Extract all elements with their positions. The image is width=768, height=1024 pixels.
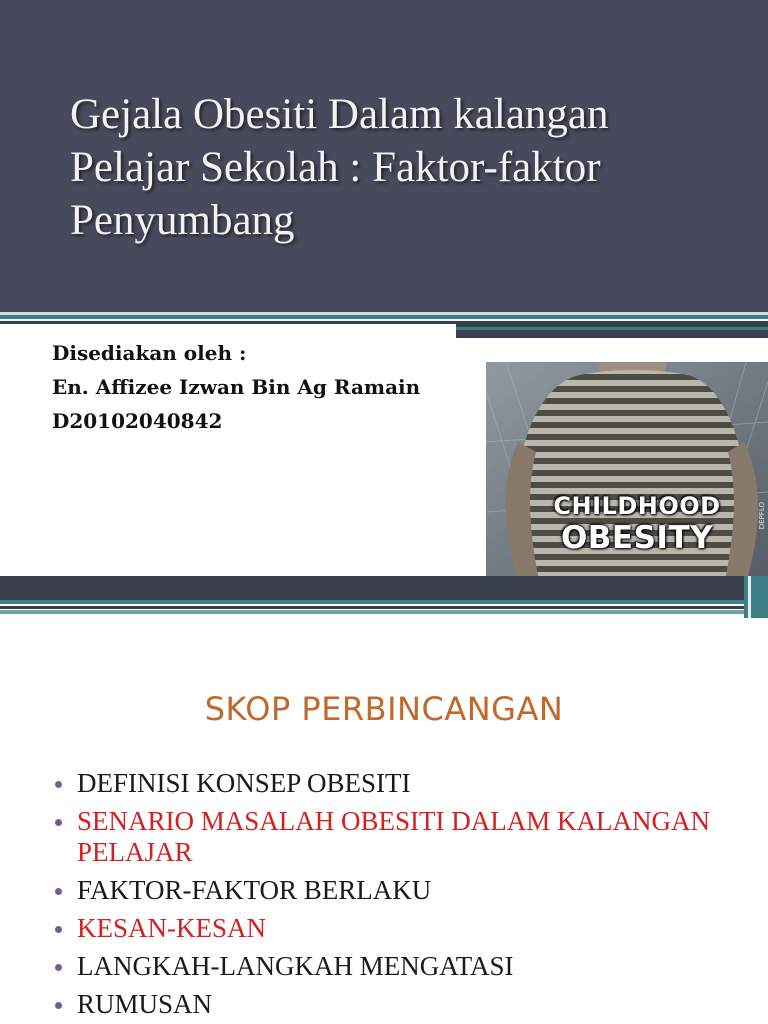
top-accent-stripes (0, 312, 768, 338)
list-item-text: RUMUSAN (77, 989, 213, 1019)
bullet-icon (55, 1002, 62, 1009)
list-item (55, 989, 755, 1020)
scope-slide (0, 640, 768, 1024)
topic-list (55, 768, 755, 1024)
title-band (0, 0, 768, 312)
bullet-icon (55, 819, 62, 826)
photo-credit: DEPFLO (758, 502, 766, 530)
title-line-1: Gejala Obesiti Dalam kalangan (70, 91, 609, 138)
list-item-text: SENARIO MASALAH OBESITI DALAM KALANGAN PELAJAR (77, 806, 710, 867)
byline-id: D20102040842 (52, 409, 223, 433)
childhood-obesity-photo (486, 362, 768, 576)
bullet-icon (55, 888, 62, 895)
list-item-text: LANGKAH-LANGKAH MENGATASI (77, 951, 514, 981)
byline-label: Disediakan oleh : (52, 341, 247, 365)
bullet-icon (55, 926, 62, 933)
bottom-accent-stripes (0, 576, 768, 618)
bullet-icon (55, 964, 62, 971)
list-item (55, 951, 755, 982)
list-item-text: KESAN-KESAN (77, 913, 266, 943)
list-item (55, 806, 755, 868)
list-item (55, 768, 755, 799)
photo-caption-line-2: OBESITY (560, 520, 714, 556)
list-item (55, 913, 755, 944)
slide-title (70, 88, 750, 247)
photo-caption-line-1: CHILDHOOD (553, 492, 721, 520)
title-line-3: Penyumbang (70, 197, 295, 244)
list-item-text: FAKTOR-FAKTOR BERLAKU (77, 875, 432, 905)
byline-author: En. Affizee Izwan Bin Ag Ramain (52, 375, 421, 399)
list-item-text: DEFINISI KONSEP OBESITI (77, 768, 411, 798)
byline (52, 336, 492, 438)
title-line-2: Pelajar Sekolah : Faktor-faktor (70, 144, 601, 191)
slide-heading: SKOP PERBINCANGAN (204, 690, 564, 728)
bullet-icon (55, 781, 62, 788)
list-item (55, 875, 755, 906)
